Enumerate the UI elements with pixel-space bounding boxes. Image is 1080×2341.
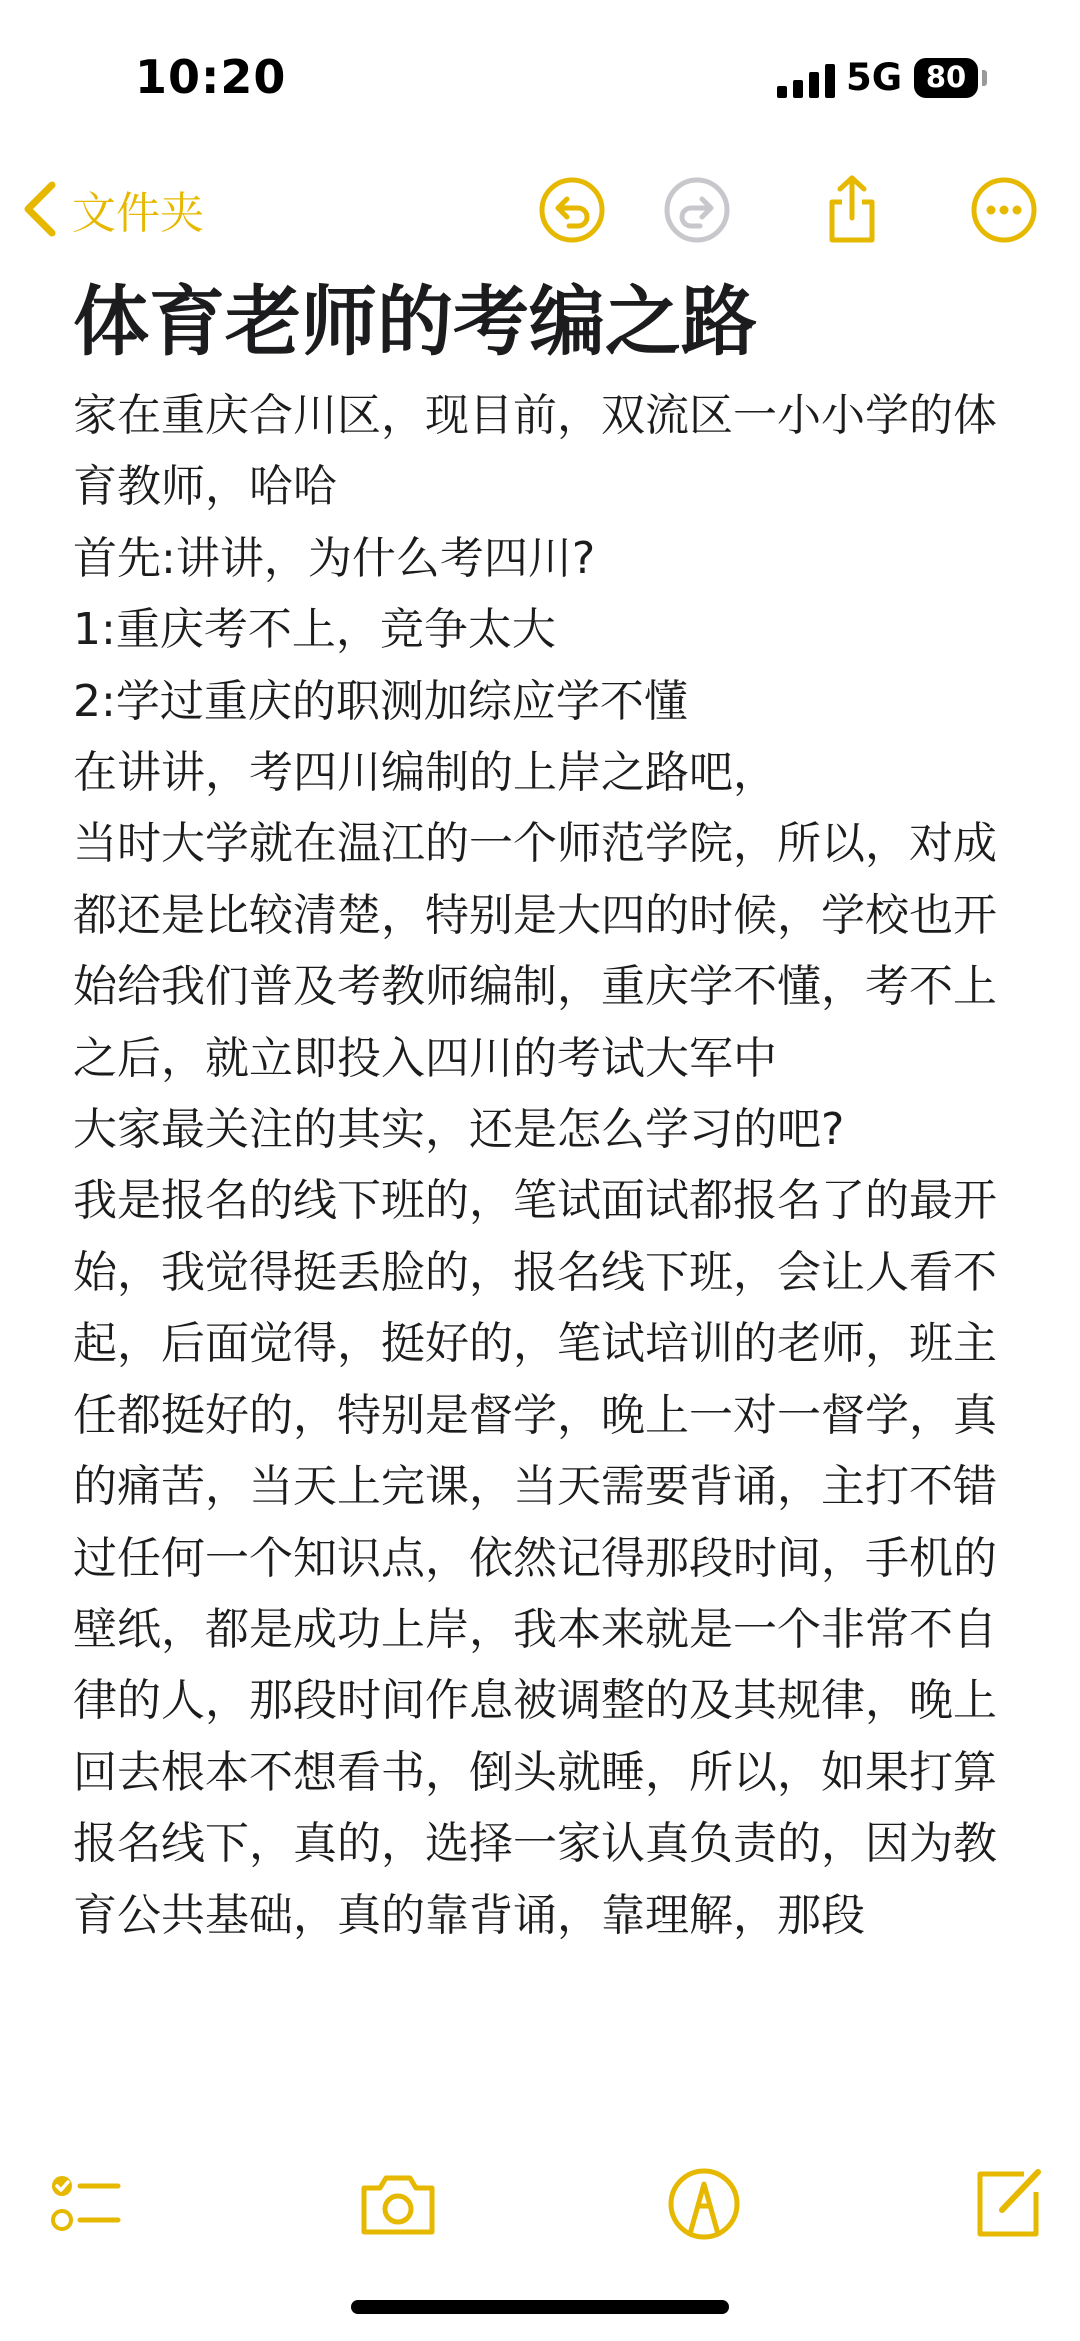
nav-bar [0, 160, 1080, 260]
note-content[interactable] [73, 268, 1013, 1951]
back-button[interactable] [22, 178, 204, 240]
note-body [73, 380, 1013, 1951]
markup-pen-icon[interactable] [664, 2164, 744, 2244]
note-paragraph: 大家最关注的其实，还是怎么学习的吧? [73, 1104, 845, 1156]
note-paragraph: 当时大学就在温江的一个师范学院，所以，对成都还是比较清楚，特别是大四的时候，学校也开始给我们普及考教师编制，重庆学不懂，考不上之后，就立即投入四川的考试大军中 [73, 818, 997, 1084]
note-paragraph: 我是报名的线下班的，笔试面试都报名了的最开始，我觉得挺丢脸的，报名线下班，会让人看不起，后面觉得，挺好的，笔试培训的老师，班主任都挺好的，特别是督学，晚上一对一督学，真的痛苦，当天上完课，当天需要背诵，主打不错过任何一个知识点，依然记得那段时间，手机的壁纸，都是成功上岸，我本来就是一个非常不自律的人，那段时间作息被调整的及其规律，晚上回去根本不想看书，倒头就睡，所以，如果打算报名线下，真的，选择一家认真负责的，因为教育公共基础，真的靠背诵，靠理解，那段 [73, 1175, 997, 1941]
status-time: 10:20 [135, 50, 287, 104]
note-paragraph: 2:学过重庆的职测加综应学不懂 [73, 675, 688, 727]
chevron-left-icon [22, 181, 58, 237]
note-paragraph: 首先:讲讲，为什么考四川? [73, 532, 596, 584]
note-title: 体育老师的考编之路 [73, 277, 757, 366]
bottom-toolbar [0, 2150, 1080, 2270]
battery-icon [914, 58, 978, 98]
back-label: 文件夹 [72, 188, 204, 239]
redo-icon[interactable] [661, 174, 733, 246]
checklist-icon[interactable] [44, 2164, 124, 2244]
more-icon[interactable] [968, 174, 1040, 246]
share-icon[interactable] [816, 174, 888, 246]
home-indicator [351, 2300, 729, 2314]
status-bar [0, 0, 1080, 150]
network-type: 5G [846, 56, 903, 99]
compose-icon[interactable] [968, 2164, 1048, 2244]
undo-icon[interactable] [536, 174, 608, 246]
battery-cap [982, 70, 987, 86]
note-paragraph: 家在重庆合川区，现目前，双流区一小小学的体育教师，哈哈 [73, 390, 997, 513]
note-paragraph: 在讲讲，考四川编制的上岸之路吧， [73, 747, 777, 799]
battery-level: 80 [925, 60, 967, 94]
signal-icon [777, 62, 835, 98]
camera-icon[interactable] [358, 2164, 438, 2244]
note-paragraph: 1:重庆考不上，竞争太大 [73, 604, 556, 656]
